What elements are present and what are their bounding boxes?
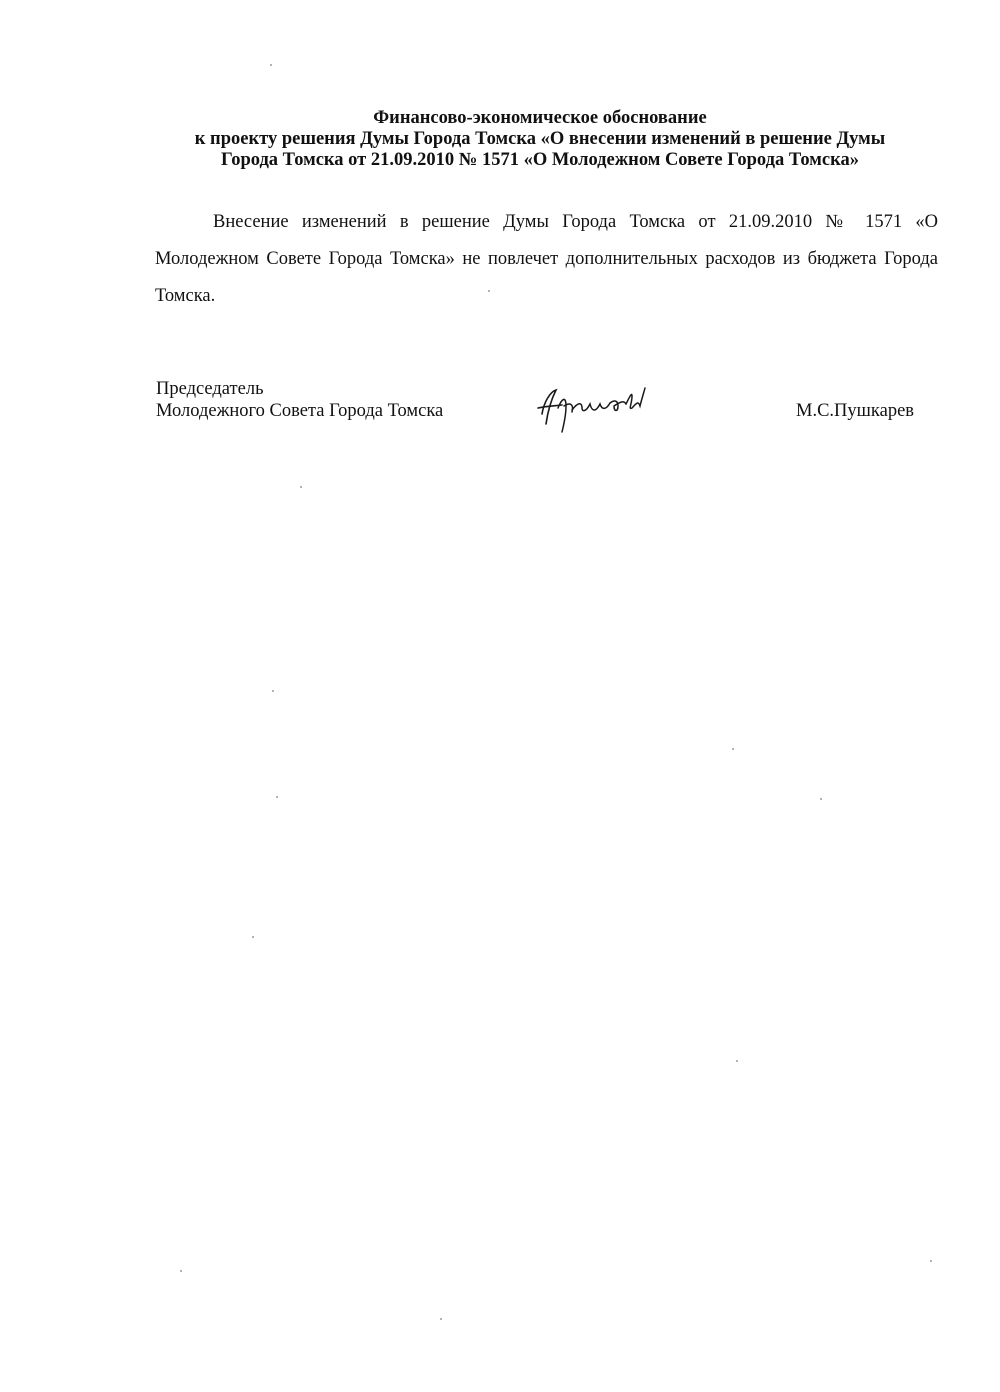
position-line-2: Молодежного Совета Города Томска bbox=[156, 401, 444, 421]
signer-name: М.С.Пушкарев bbox=[796, 401, 915, 421]
handwritten-signature bbox=[528, 384, 654, 436]
position-line-1: Председатель bbox=[156, 379, 264, 399]
document-title bbox=[140, 108, 940, 171]
signatory-position bbox=[156, 378, 443, 422]
title-line-2: к проекту решения Думы Города Томска «О внесении изменений в решение Думы bbox=[194, 129, 886, 149]
title-line-3: Города Томска от 21.09.2010 № 1571 «О Молодежном Совете Города Томска» bbox=[221, 150, 859, 170]
body-paragraph: Внесение изменений в решение Думы Города Томска от 21.09.2010 № 1571 «О Молодежном Совете Города Томска» не повлечет дополнительных расходов из бюджета Города Томска. bbox=[155, 212, 938, 306]
title-line-1: Финансово-экономическое обоснование bbox=[373, 108, 707, 128]
